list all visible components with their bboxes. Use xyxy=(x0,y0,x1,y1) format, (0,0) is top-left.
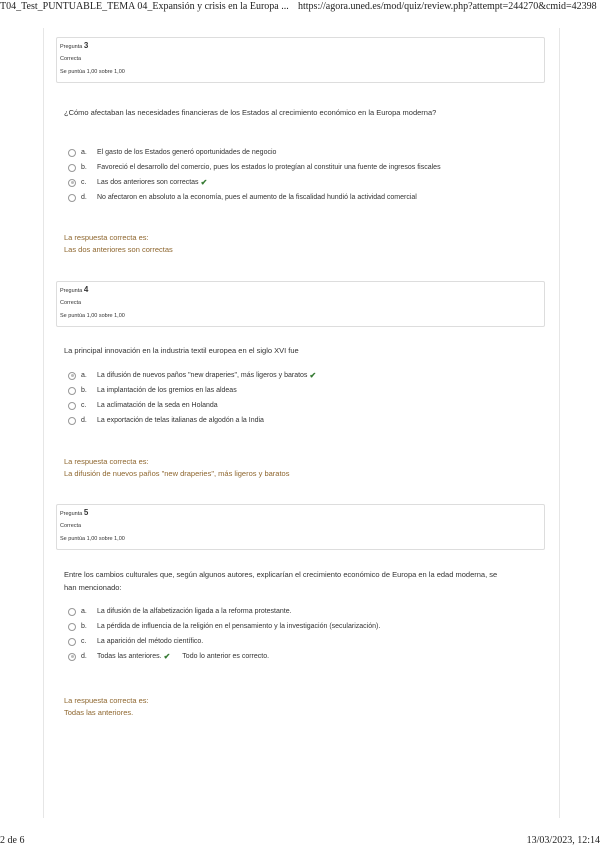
answer-option-selected[interactable]: c. Las dos anteriores son correctas ✔ xyxy=(68,175,441,190)
document-url[interactable]: https://agora.uned.es/mod/quiz/review.php?attempt=244270&cmid=42398 xyxy=(298,1,597,12)
radio-button[interactable] xyxy=(68,387,76,395)
answer-list-4 xyxy=(68,368,316,428)
answer-option[interactable]: b. La implantación de los gremios en las aldeas xyxy=(68,383,316,398)
radio-button[interactable] xyxy=(68,608,76,616)
answer-specific-feedback: Todo lo anterior es correcto. xyxy=(182,653,270,660)
question-info-3 xyxy=(56,37,545,83)
print-footer xyxy=(0,834,600,848)
correct-answer-feedback-5: La respuesta correcta es: Todas las anteriores. xyxy=(64,696,149,717)
question-text-5: Entre los cambios culturales que, según algunos autores, explicarían el crecimiento económico de Europa en la edad moderna, se han mencionado: xyxy=(64,570,498,592)
question-number: Pregunta 4 xyxy=(60,285,89,294)
check-icon: ✔ xyxy=(200,178,208,187)
question-grade: Se puntúa 1,00 sobre 1,00 xyxy=(60,536,125,542)
question-info-5 xyxy=(56,504,545,550)
correct-answer-feedback-3: La respuesta correcta es: Las dos anteriores son correctas xyxy=(64,233,173,254)
correct-answer-feedback-4: La respuesta correcta es: La difusión de nuevos paños "new draperies", más ligeros y baratos xyxy=(64,457,290,478)
question-state: Correcta xyxy=(60,523,82,529)
page-counter: 2 de 6 xyxy=(0,835,25,846)
question-text-3: ¿Cómo afectaban las necesidades financieras de los Estados al crecimiento económico en la Europa moderna? xyxy=(64,108,437,117)
answer-list-5 xyxy=(68,604,380,664)
answer-option[interactable]: a. El gasto de los Estados generó oportunidades de negocio xyxy=(68,145,441,160)
question-state: Correcta xyxy=(60,300,82,306)
radio-button[interactable] xyxy=(68,149,76,157)
radio-button[interactable] xyxy=(68,623,76,631)
radio-button-checked[interactable] xyxy=(68,179,76,187)
question-number: Pregunta 5 xyxy=(60,508,89,517)
radio-button-checked[interactable] xyxy=(68,372,76,380)
question-text-4: La principal innovación en la industria textil europea en el siglo XVI fue xyxy=(64,346,299,355)
answer-option[interactable]: d. No afectaron en absoluto a la economía, pues el aumento de la fiscalidad hundió la actividad comercial xyxy=(68,190,441,205)
answer-option[interactable]: b. La pérdida de influencia de la religión en el pensamiento y la investigación (secularización). xyxy=(68,619,380,634)
radio-button[interactable] xyxy=(68,638,76,646)
answer-option[interactable]: d. La exportación de telas italianas de algodón a la India xyxy=(68,413,316,428)
answer-option-selected[interactable]: a. La difusión de nuevos paños "new draperies", más ligeros y baratos ✔ xyxy=(68,368,316,383)
print-datetime: 13/03/2023, 12:14 xyxy=(526,835,600,846)
radio-button-checked[interactable] xyxy=(68,653,76,661)
question-number: Pregunta 3 xyxy=(60,41,89,50)
answer-option-selected[interactable]: d. Todas las anteriores. ✔ Todo lo anterior es correcto. xyxy=(68,649,380,664)
radio-button[interactable] xyxy=(68,194,76,202)
answer-list-3 xyxy=(68,145,441,205)
question-grade: Se puntúa 1,00 sobre 1,00 xyxy=(60,69,125,75)
answer-option[interactable]: b. Favoreció el desarrollo del comercio, pues los estados lo protegían al constituir una fuente de ingresos fiscales xyxy=(68,160,441,175)
question-state: Correcta xyxy=(60,56,82,62)
answer-option[interactable]: a. La difusión de la alfabetización ligada a la reforma protestante. xyxy=(68,604,380,619)
radio-button[interactable] xyxy=(68,402,76,410)
answer-option[interactable]: c. La aclimatación de la seda en Holanda xyxy=(68,398,316,413)
question-info-4 xyxy=(56,281,545,327)
radio-button[interactable] xyxy=(68,164,76,172)
question-grade: Se puntúa 1,00 sobre 1,00 xyxy=(60,313,125,319)
radio-button[interactable] xyxy=(68,417,76,425)
check-icon: ✔ xyxy=(309,371,317,380)
check-icon: ✔ xyxy=(163,652,171,661)
print-header xyxy=(0,0,600,14)
document-title: T04_Test_PUNTUABLE_TEMA 04_Expansión y crisis en la Europa ... xyxy=(0,1,289,12)
answer-option[interactable]: c. La aparición del método científico. xyxy=(68,634,380,649)
